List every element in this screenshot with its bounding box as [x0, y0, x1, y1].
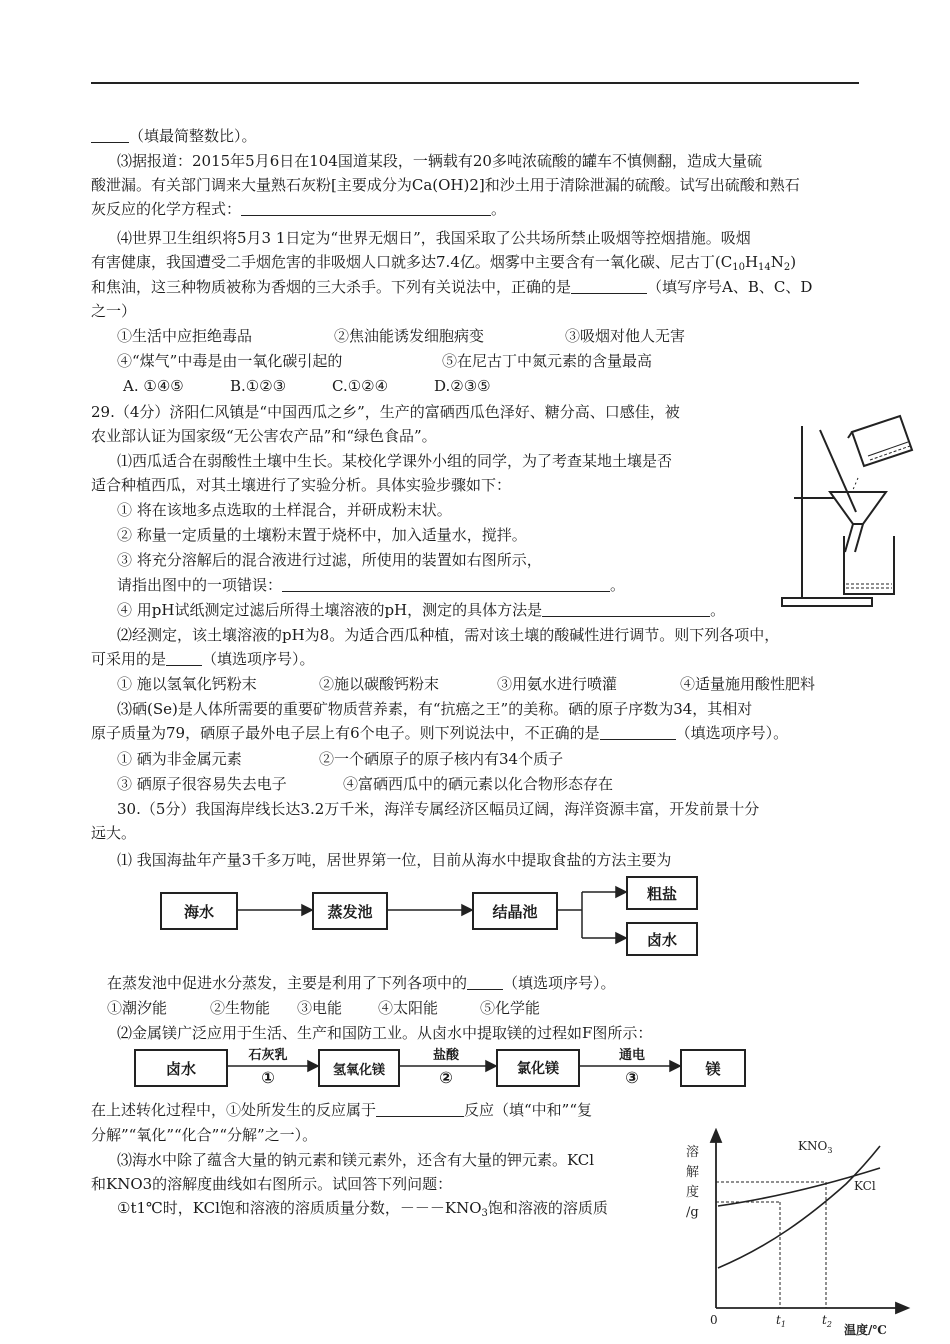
q28-line-1: ⑶据报道：2015年5月6日在104国道某段，一辆载有20多吨浓硫酸的罐车不慎侧翻，造成大量硫: [117, 152, 762, 170]
flow2-node-magnesium-chloride: 氯化镁: [496, 1049, 580, 1087]
y-label-char-4: /g: [686, 1205, 699, 1220]
answer-blank[interactable]: [166, 651, 202, 666]
q30-part3-c: ①t1℃时，KCl饱和溶液的溶质质量分数，$---KNO_3$饱和溶液的溶质质: [117, 1199, 608, 1219]
q28-line-0: （填最简整数比）。: [91, 125, 257, 147]
flow2-step-3: ③: [625, 1068, 639, 1087]
q29-line-2: 农业部认证为国家级“无公害农产品”和“绿色食品”。: [91, 427, 437, 445]
q29-step-4: ④ 用pH试纸测定过滤后所得土壤溶液的pH，测定的具体方法是 。: [117, 601, 726, 619]
kcl-label: KCl: [854, 1179, 876, 1193]
q30-part2-question-cont: 分解”“氧化”“化合”“分解”之一）。: [91, 1126, 318, 1144]
y-label-char-2: 解: [686, 1165, 700, 1180]
q29-line-3: ⑴西瓜适合在弱酸性土壤中生长。某校化学课外小组的同学，为了考查某地土壤是否: [117, 452, 673, 470]
q28-line-6: 和焦油，这三种物质被称为香烟的三大杀手。下列有关说法中，正确的是 （填写序号A、B、C、D: [91, 278, 813, 296]
q30-part2-question: 在上述转化过程中，①处所发生的反应属于 反应（填“中和”“复: [91, 1101, 593, 1119]
q28-option-5: ⑤在尼古丁中氮元素的含量最高: [442, 352, 653, 370]
flow1-node-crystallization-pond: 结晶池: [472, 892, 558, 930]
q30-part1: ⑴ 我国海盐年产量3千多万吨，居世界第一位，目前从海水中提取食盐的方法主要为: [117, 851, 672, 869]
q28-option-2: ②焦油能诱发细胞病变: [334, 327, 485, 345]
q30-part1-question: 在蒸发池中促进水分蒸发，主要是利用了下列各项中的 （填选项序号）。: [107, 974, 616, 992]
flow2-step-1: ①: [261, 1068, 275, 1087]
q28-line-7: 之一）: [91, 302, 137, 320]
t1-tick-label: $t_1$: [776, 1313, 786, 1329]
x-axis-label: 温度/℃: [844, 1323, 887, 1336]
flow1-node-seawater: 海水: [160, 892, 238, 930]
q30-part1-option-5: ⑤化学能: [480, 999, 541, 1017]
q30-part1-option-2: ②生物能: [210, 999, 271, 1017]
q29-step-3b: 请指出图中的一项错误： 。: [117, 576, 626, 594]
answer-blank[interactable]: [376, 1102, 464, 1117]
q29-part3-option-3: ③ 硒原子很容易失去电子: [117, 775, 287, 793]
q29-step-1: ① 将在该地多点选取的土样混合，并研成粉末状。: [117, 501, 452, 519]
flow2-reagent-hydrochloric-acid: 盐酸: [432, 1048, 459, 1063]
q29-line-1: 29.（4分）济阳仁风镇是“中国西瓜之乡”，生产的富硒西瓜色泽好、糖分高、口感佳，被: [91, 403, 680, 421]
answer-blank[interactable]: [542, 602, 710, 617]
q30-part2: ⑵金属镁广泛应用于生活、生产和国防工业。从卤水中提取镁的过程如F图所示：: [117, 1024, 653, 1042]
q28-choice-d: D.②③⑤: [434, 377, 491, 395]
q28-option-3: ③吸烟对他人无害: [565, 327, 686, 345]
q29-part3-b: 原子质量为79，硒原子最外电子层上有6个电子。则下列说法中，不正确的是 （填选项序号）。: [91, 724, 789, 742]
q29-part2-b: 可采用的是 （填选项序号）。: [91, 650, 315, 668]
q30-line-1: 30.（5分）我国海岸线长达3.2万千米，海洋专属经济区幅员辽阔，海洋资源丰富，开发前景十分: [117, 800, 760, 818]
q29-line-4: 适合种植西瓜，对其土壤进行了实验分析。具体实验步骤如下：: [91, 476, 512, 494]
filtration-apparatus-figure: [760, 408, 920, 616]
flow2-reagent-limewater: 石灰乳: [248, 1048, 288, 1063]
answer-blank[interactable]: [241, 201, 491, 216]
q29-part2-option-4: ④适量施用酸性肥料: [680, 675, 816, 693]
solubility-curve-figure: [680, 1128, 916, 1336]
q30-part1-option-3: ③电能: [297, 999, 343, 1017]
flow2-node-magnesium-hydroxide: 氢氧化镁: [318, 1049, 400, 1087]
t2-tick-label: $t_2$: [822, 1313, 832, 1329]
y-label-char-1: 溶: [686, 1145, 700, 1160]
kno3-curve: [718, 1146, 880, 1268]
q30-part3-a: ⑶海水中除了蕴含大量的钠元素和镁元素外，还含有大量的钾元素。KCl: [117, 1151, 595, 1169]
flow2-node-brine: 卤水: [134, 1049, 228, 1087]
answer-blank[interactable]: [282, 577, 610, 592]
answer-blank[interactable]: [600, 725, 676, 740]
q30-part3-b: 和KNO3的溶解度曲线如右图所示。试回答下列问题：: [91, 1175, 453, 1193]
q28-line-5: 有害健康，我国遭受二手烟危害的非吸烟人口就多达7.4亿。烟雾中主要含有一氧化碳、尼古丁$(C_{10}H_{14}N_2)$: [91, 253, 797, 273]
flow1-node-crude-salt: 粗盐: [626, 876, 698, 910]
flow1-node-evaporation-pond: 蒸发池: [312, 892, 388, 930]
flow2-node-magnesium: 镁: [680, 1049, 746, 1087]
kno3-label: $KNO_3$: [798, 1139, 833, 1155]
q28-option-4: ④“煤气”中毒是由一氧化碳引起的: [117, 352, 343, 370]
q30-part1-option-1: ①潮汐能: [107, 999, 168, 1017]
q29-part3-option-2: ②一个硒原子的原子核内有34个质子: [319, 750, 564, 768]
q29-part2-option-3: ③用氨水进行喷灌: [497, 675, 618, 693]
q30-line-2: 远大。: [91, 824, 137, 842]
origin-label: 0: [710, 1313, 718, 1327]
q29-part3-a: ⑶硒(Se)是人体所需要的重要矿物质营养素，有“抗癌之王”的美称。硒的原子序数为34，其相对: [117, 700, 753, 718]
header-rule: [91, 82, 859, 84]
q29-step-2: ② 称量一定质量的土壤粉末置于烧杯中，加入适量水，搅拌。: [117, 526, 527, 544]
answer-blank[interactable]: [467, 975, 503, 990]
q29-part2-a: ⑵经测定，该土壤溶液的pH为8。为适合西瓜种植，需对该土壤的酸碱性进行调节。则下列各项中，: [117, 626, 780, 644]
flow2-reagent-electrolysis: 通电: [618, 1048, 645, 1063]
q29-part2-option-2: ②施以碳酸钙粉末: [319, 675, 440, 693]
q30-part1-option-4: ④太阳能: [378, 999, 439, 1017]
q29-step-3: ③ 将充分溶解后的混合液进行过滤，所使用的装置如右图所示，: [117, 551, 542, 569]
q28-line-3: 灰反应的化学方程式： 。: [91, 200, 507, 218]
answer-blank[interactable]: [91, 128, 129, 143]
q29-part3-option-1: ① 硒为非金属元素: [117, 750, 242, 768]
q29-part2-option-1: ① 施以氢氧化钙粉末: [117, 675, 257, 693]
q28-line-2: 酸泄漏。有关部门调来大量熟石灰粉[主要成分为Ca(OH)2]和沙土用于清除泄漏的硫酸。试写出硫酸和熟石: [91, 176, 800, 194]
answer-blank[interactable]: [571, 279, 647, 294]
flow2-step-2: ②: [439, 1068, 453, 1087]
q28-choice-b: B.①②③: [230, 377, 287, 395]
flow1-node-brine: 卤水: [626, 922, 698, 956]
y-label-char-3: 度: [686, 1185, 700, 1200]
q28-choice-c: C.①②④: [332, 377, 389, 395]
q28-choice-a: A. ①④⑤: [123, 377, 184, 395]
q28-option-1: ①生活中应拒绝毒品: [117, 327, 253, 345]
q29-part3-option-4: ④富硒西瓜中的硒元素以化合物形态存在: [343, 775, 614, 793]
q28-line-4: ⑷世界卫生组织将5月3 1日定为“世界无烟日”，我国采取了公共场所禁止吸烟等控烟措施。吸烟: [117, 229, 751, 247]
